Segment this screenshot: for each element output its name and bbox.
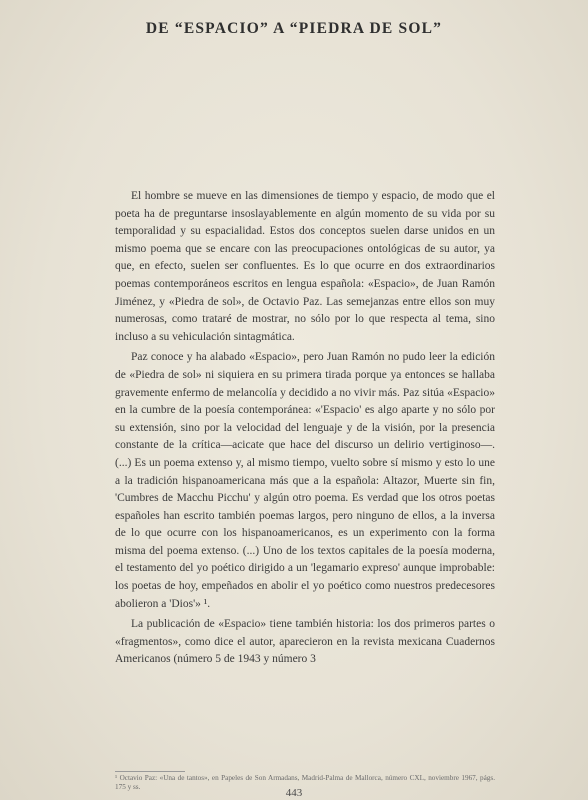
page-title: DE “ESPACIO” A “PIEDRA DE SOL” — [145, 20, 443, 37]
footnote-divider — [115, 771, 185, 772]
page-number: 443 — [285, 787, 303, 799]
footnote: ¹ Octavio Paz: «Una de tantos», en Papeles de Son Armadans, Madrid-Palma de Mallorca, número CXL, noviembre 1967, págs. 175 y ss. — [115, 774, 495, 791]
paragraph-3: La publicación de «Espacio» tiene también historia: los dos primeros partes o «fragmentos», como dice el autor, aparecieron en la revista mexicana Cuadernos Americanos (número 5 de 1943 y número 3 — [115, 618, 495, 666]
paragraph-1: El hombre se mueve en las dimensiones de tiempo y espacio, de modo que el poeta ha de preguntarse insoslayablemente en algún momento de su vida por su temporalidad y su espacialidad. Estos dos conceptos suelen darse unidos en un mismo poema que se encare con las preocupaciones ontológicas de su autor, ya que, en efecto, suelen ser confluentes. Es lo que ocurre en dos extraordinarios poemas contemporáneos escritos en lengua española: «Espacio», de Juan Ramón Jiménez, y «Piedra de sol», de Octavio Paz. Las semejanzas entre ellos son muy numerosas, como trataré de mostrar, no sólo por lo que respecta al tema, sino incluso a su vehiculación sintagmática. — [115, 190, 495, 343]
body-text — [115, 188, 495, 669]
paragraph-2: Paz conoce y ha alabado «Espacio», pero Juan Ramón no pudo leer la edición de «Piedra de sol» ni siquiera en su primera tirada porque ya entonces se hallaba gravemente enfermo de melancolía y decidido a no vivir más. Paz sitúa «Espacio» en la cumbre de la poesía contemporánea: «'Espacio' es algo aparte y no sólo por su extensión, sino por la velocidad del lenguaje y de la visión, por la presencia constante de la crítica—acicate que hace del discurso un delirio vertiginoso—. (...) Es un poema extenso y, al mismo tiempo, vuelto sobre sí mismo y esto lo une a la tradición hispanoamericana más que a la española: Altazor, Muerte sin fin, 'Cumbres de Macchu Picchu' y algún otro poema. Es verdad que los otros poetas españoles han escrito también poemas largos, pero ninguno de ellos, a la inversa de lo que ocurre con los hispanoamericanos, es un experimento con la forma misma del poema extenso. (...) Uno de los textos capitales de la poesía moderna, el testamento del yo poético dirigido a un 'legamario expreso' aunque improbable: los poetas de hoy, empeñados en abolir el yo poético como nuestros predecesores abolieron a 'Dios'» ¹. — [115, 351, 495, 610]
